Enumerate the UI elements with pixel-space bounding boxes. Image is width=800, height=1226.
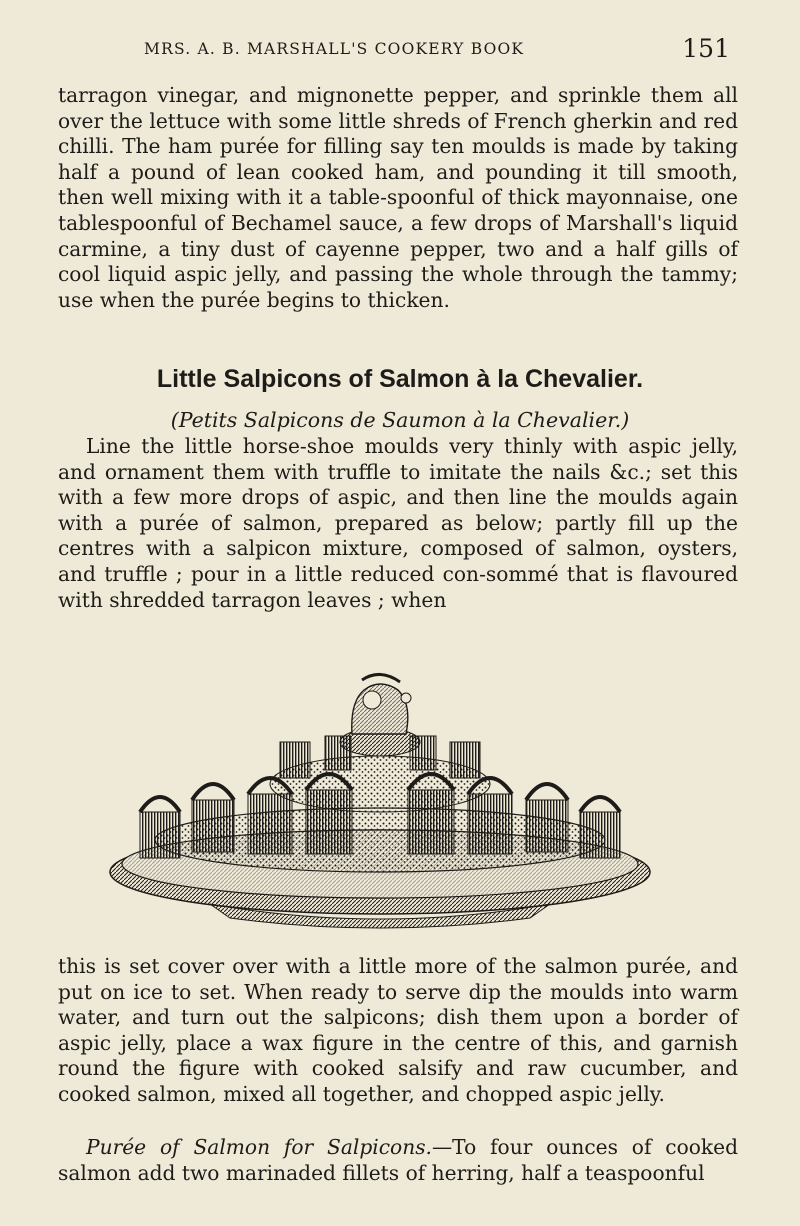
recipe-title: Little Salpicons of Salmon à la Chevalier. <box>156 365 644 393</box>
paragraph-serving: this is set cover over with a little more of the salmon purée, and put on ice to set. When ready to serve dip the moulds into warm water, and turn out the salpicons; dish them upon a border of aspic jelly, place a wax figure in the centre of this, and garnish round the figure with cooked salsify and raw cucumber, and cooked salmon, mixed all together, and chopped aspic jelly. <box>58 954 738 1106</box>
page-header <box>60 34 760 68</box>
page-number: 151 <box>682 34 730 63</box>
wax-figure <box>340 674 420 756</box>
paragraph-method: Line the little horse-shoe moulds very thinly with aspic jelly, and ornament them with truffle to imitate the nails &c.; set this with a few more drops of aspic, and then line the moulds again with a purée of salmon, prepared as below; partly fill up the centres with a salpicon mixture, composed of salmon, oysters, and truffle ; pour in a little reduced con-sommé that is flavoured with shredded tarragon leaves ; when <box>58 434 738 612</box>
paragraph-ham-puree: tarragon vinegar, and mignonette pepper, and sprinkle them all over the lettuce with some little shreds of French gherkin and red chilli. The ham purée for filling say ten moulds is made by taking half a pound of lean cooked ham, and pounding it till smooth, then well mixing with it a table-spoonful of thick mayonnaise, one tablespoonful of Bechamel sauce, a few drops of Marshall's liquid carmine, a tiny dust of cayenne pepper, two and a half gills of cool liquid aspic jelly, and passing the whole through the tammy; use when the purée begins to thicken. <box>58 83 738 312</box>
puree-text: —To four ounces of cooked salmon add two marinaded fillets of herring, half a teaspoonful <box>58 1135 738 1185</box>
recipe-subtitle: (Petits Salpicons de Saumon à la Chevalier.) <box>170 408 630 432</box>
salpicons-dish-illustration <box>100 672 660 934</box>
running-head: MRS. A. B. MARSHALL'S COOKERY BOOK <box>144 40 525 58</box>
paragraph-puree-of-salmon <box>58 1135 738 1186</box>
puree-label: Purée of Salmon for Salpicons. <box>86 1135 432 1159</box>
